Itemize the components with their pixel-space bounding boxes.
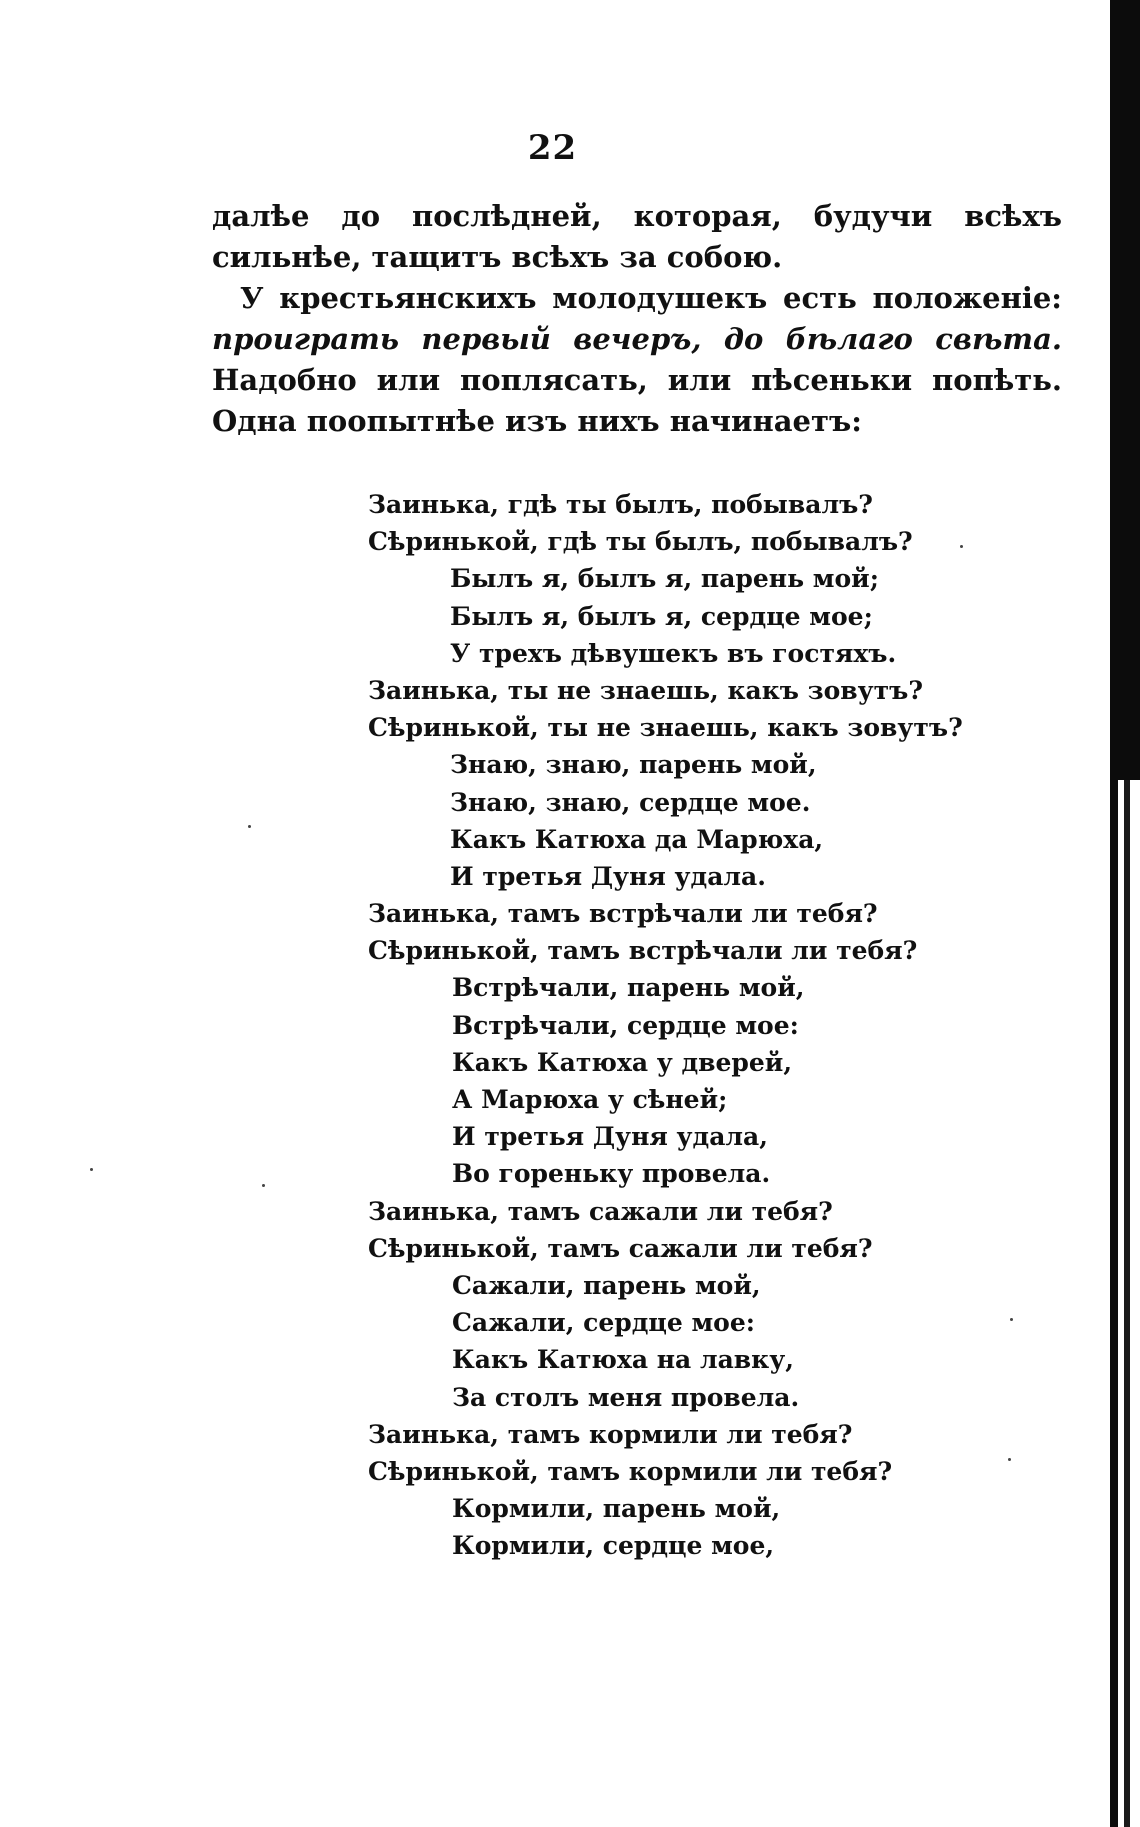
verse-line: Во гореньку провела.	[452, 1159, 771, 1189]
verse-line: Какъ Катюха у дверей,	[452, 1047, 793, 1077]
verse-line: Сѣринькой, тамъ кормили ли тебя?	[368, 1456, 893, 1486]
verse-line: Встрѣчали, сердце мое:	[452, 1010, 799, 1040]
verse-line: За столъ меня провела.	[452, 1382, 800, 1412]
verse-line: Заинька, ты не знаешь, какъ зовутъ?	[368, 675, 923, 705]
verse-line: Заинька, тамъ встрѣчали ли тебя?	[368, 899, 878, 929]
prose-paragraph-2-italic: проиграть первый вечеръ, до бѣлаго свѣта.	[212, 322, 1062, 356]
verse-line: Сажали, парень мой,	[452, 1270, 761, 1300]
verse-line: Кормили, сердце мое,	[452, 1531, 775, 1561]
ink-speck	[90, 1168, 93, 1171]
prose-paragraph-2	[212, 278, 1062, 442]
verse-line: Заинька, тамъ сажали ли тебя?	[368, 1196, 833, 1226]
verse-line: Заинька, тамъ кормили ли тебя?	[368, 1419, 853, 1449]
prose-block	[212, 196, 1062, 442]
verse-line: И третья Дуня удала,	[452, 1122, 768, 1152]
verse-line: Былъ я, былъ я, сердце мое;	[450, 601, 873, 631]
verse-line: Кормили, парень мой,	[452, 1494, 781, 1524]
verse-line: Сѣринькой, гдѣ ты былъ, побывалъ?	[368, 527, 913, 557]
song-verse	[368, 486, 1048, 1564]
ink-speck	[1010, 1318, 1013, 1321]
verse-line: А Марюха у сѣней;	[452, 1085, 728, 1114]
verse-line: Сѣринькой, ты не знаешь, какъ зовутъ?	[368, 713, 963, 743]
verse-line: И третья Дуня удала.	[450, 861, 766, 891]
prose-paragraph-1	[212, 196, 1062, 278]
verse-line: Сѣринькой, тамъ сажали ли тебя?	[368, 1233, 873, 1263]
verse-line: У трехъ дѣвушекъ въ гостяхъ.	[450, 638, 897, 668]
prose-paragraph-2-text-a: У крестьянскихъ молодушекъ есть положеніе:	[240, 281, 1062, 315]
page-number: 22	[527, 128, 578, 168]
verse-line: Знаю, знаю, парень мой,	[450, 750, 817, 780]
ink-speck	[262, 1184, 265, 1187]
verse-line: Былъ я, былъ я, парень мой;	[450, 564, 879, 594]
verse-line: Сѣринькой, тамъ встрѣчали ли тебя?	[368, 936, 918, 966]
ink-speck	[960, 545, 963, 548]
page-edge-lower-line	[1124, 780, 1130, 1827]
prose-paragraph-1-text: далѣе до послѣдней, которая, будучи всѣхъ сильнѣе, тащитъ всѣхъ за собою.	[212, 199, 1062, 274]
ink-speck	[248, 825, 251, 828]
prose-paragraph-2-text-b: Надобно или поплясать, или пѣсеньки попѣть. Одна поопытнѣе изъ нихъ начинаетъ:	[212, 363, 1062, 438]
verse-line: Знаю, знаю, сердце мое.	[450, 787, 811, 817]
ink-speck	[1008, 1458, 1011, 1461]
verse-line: Какъ Катюха на лавку,	[452, 1345, 794, 1375]
verse-line: Встрѣчали, парень мой,	[452, 973, 805, 1003]
verse-line: Какъ Катюха да Марюха,	[450, 824, 824, 854]
verse-line: Сажали, сердце мое:	[452, 1308, 755, 1338]
verse-line: Заинька, гдѣ ты былъ, побывалъ?	[368, 490, 873, 519]
